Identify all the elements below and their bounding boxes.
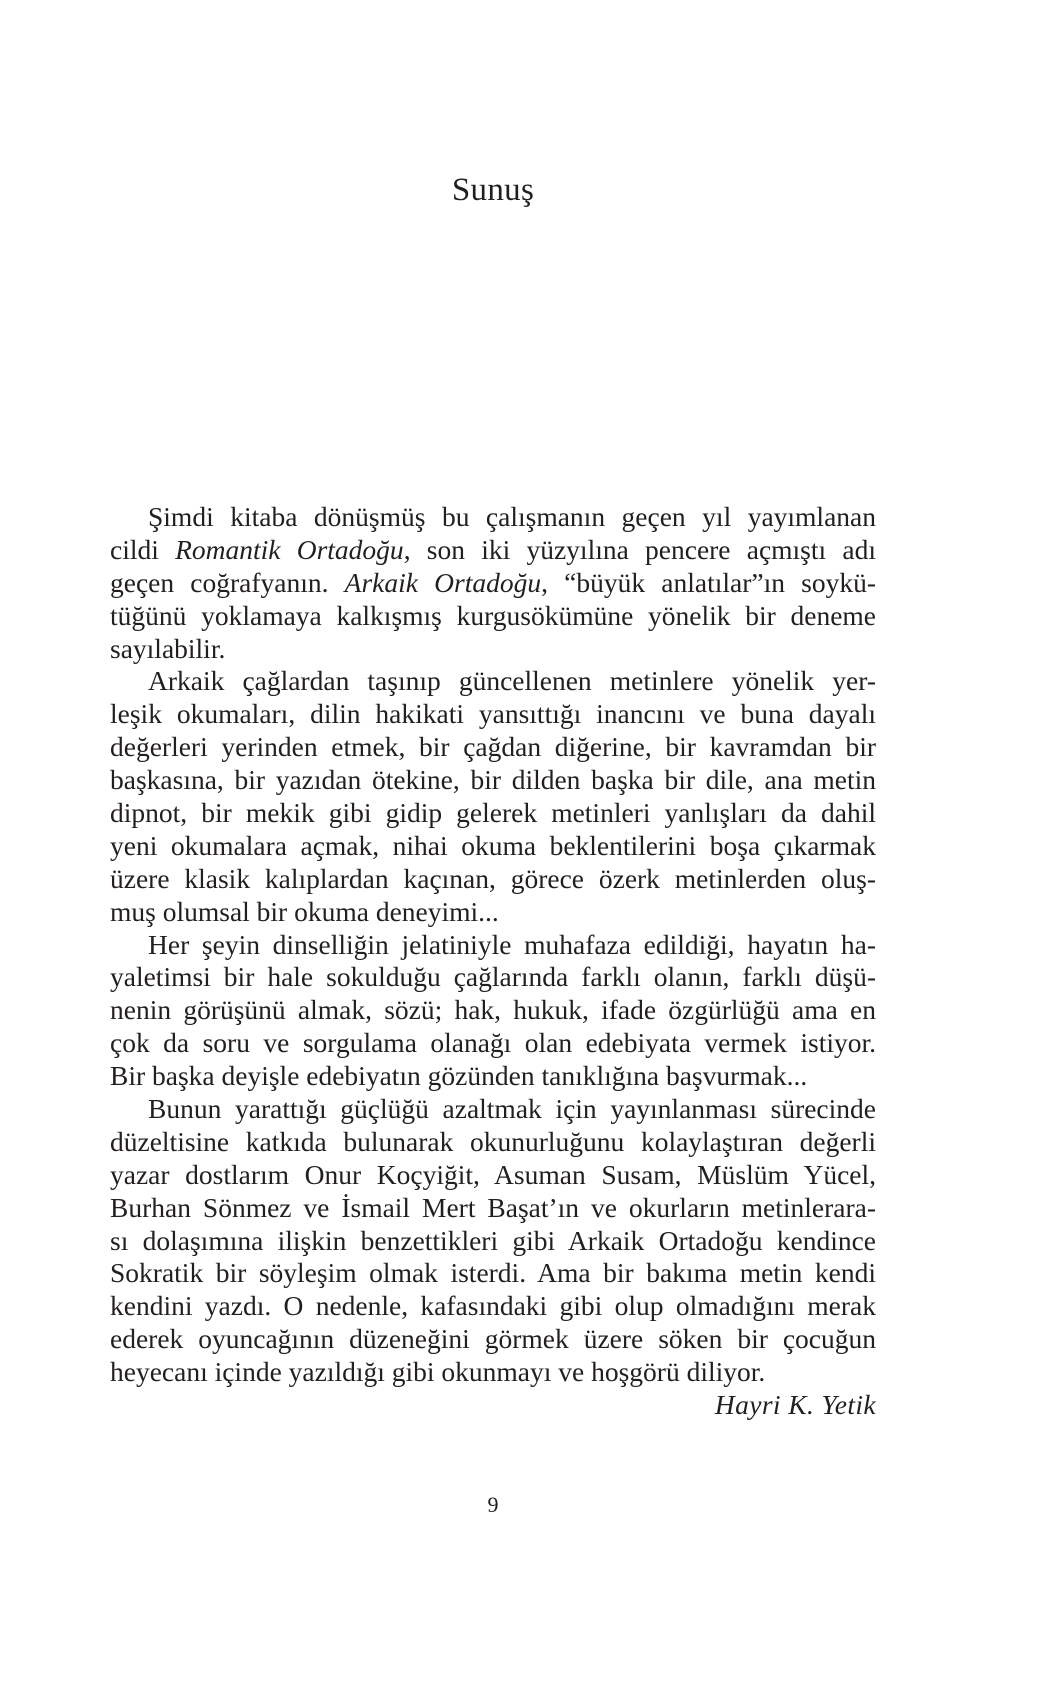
text-line: üzere klasik kalıplardan kaçınan, görece özerk metinlerden oluş- (110, 862, 876, 894)
text-line: sı dolaşımına ilişkin benzettikleri gibi Arkaik Ortadoğu kendince (110, 1224, 876, 1256)
text-line: ederek oyuncağının düzeneğini görmek üzere söken bir çocuğun (110, 1323, 876, 1355)
text-line: çok da soru ve sorgulama olanağı olan edebiyata vermek istiyor. (110, 1027, 876, 1059)
text-line: leşik okumaları, dilin hakikati yansıttığı inancını ve buna dayalı (110, 698, 876, 730)
text-segment: , son iki yüzyılına pencere açmıştı adı (403, 533, 876, 565)
text-line: heyecanı içinde yazıldığı gibi okunmayı ve hoşgörü diliyor. (110, 1356, 766, 1388)
text-segment: , “büyük anlatılar”ın soykü- (541, 566, 876, 598)
text-line: kendini yazdı. O nedenle, kafasındaki gibi olup olmadığını merak (110, 1290, 876, 1322)
text-line: Arkaik çağlardan taşınıp güncellenen metinlere yönelik yer- (148, 665, 876, 697)
text-line: Şimdi kitaba dönüşmüş bu çalışmanın geçen yıl yayımlanan (148, 501, 876, 532)
text-segment: cildi (110, 533, 176, 565)
text-line: muş olumsal bir okuma deneyimi... (110, 895, 499, 927)
author-signature: Hayri K. Yetik (714, 1389, 876, 1421)
text-line: değerleri yerinden etmek, bir çağdan diğerine, bir kavramdan bir (110, 731, 876, 763)
text-line: yeni okumalara açmak, nihai okuma beklentilerini boşa çıkarmak (110, 829, 876, 861)
italic-book-title: Romantik Ortadoğu (175, 533, 404, 565)
text-line: tüğünü yoklamaya kalkışmış kurgusökümüne yönelik bir deneme (110, 599, 876, 631)
text-line (110, 534, 876, 567)
paragraph (110, 1093, 876, 1389)
text-line: Burhan Sönmez ve İsmail Mert Başat’ın ve okurların metinlerara- (110, 1191, 876, 1223)
text-line: Bir başka deyişle edebiyatın gözünden tanıklığına başvurmak... (110, 1060, 808, 1092)
text-line: başkasına, bir yazıdan ötekine, bir dilden başka bir dile, ana metin (110, 764, 876, 796)
text-line (110, 567, 876, 600)
text-line: Sokratik bir söyleşim olmak isterdi. Ama bir bakıma metin kendi (110, 1257, 876, 1289)
page-title: Sunuş (451, 172, 535, 208)
body-text (110, 501, 876, 1422)
paragraph (110, 501, 876, 665)
page-number: 9 (487, 1492, 499, 1517)
text-line: yaletimsi bir hale sokulduğu çağlarında farklı olanın, farklı düşü- (110, 961, 876, 993)
text-line: yazar dostlarım Onur Koçyiğit, Asuman Susam, Müslüm Yücel, (110, 1158, 876, 1190)
text-line: nenin görüşünü almak, sözü; hak, hukuk, ifade özgürlüğü ama en (110, 994, 876, 1026)
text-line: dipnot, bir mekik gibi gidip gelerek metinleri yanlışları da dahil (110, 797, 876, 829)
text-segment: geçen coğrafyanın. (110, 566, 345, 598)
text-line: Bunun yarattığı güçlüğü azaltmak için yayınlanması sürecinde (148, 1093, 876, 1125)
text-line: düzeltisine katkıda bulunarak okunurluğunu kolaylaştıran değerli (110, 1125, 876, 1157)
text-line: sayılabilir. (110, 632, 226, 664)
paragraph (110, 665, 876, 928)
italic-book-title: Arkaik Ortadoğu (344, 566, 542, 598)
text-line: Her şeyin dinselliğin jelatiniyle muhafaza edildiği, hayatın ha- (148, 928, 876, 960)
paragraph (110, 929, 876, 1093)
